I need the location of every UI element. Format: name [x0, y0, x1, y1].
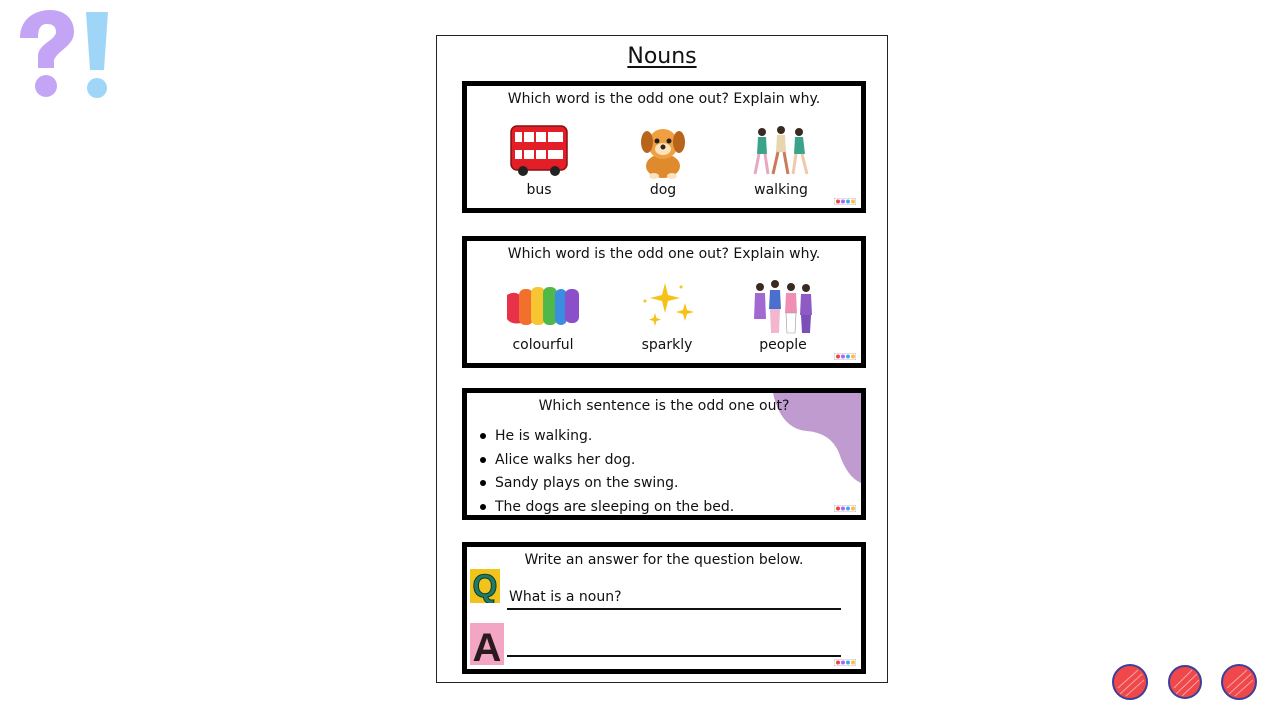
sentence-item: He is walking. [477, 426, 734, 450]
dog-icon [636, 124, 690, 180]
card-2-question: Which word is the odd one out? Explain why. [507, 246, 821, 262]
worksheet-page [436, 35, 888, 683]
label-walking: walking [754, 182, 808, 198]
label-bus: bus [526, 182, 552, 198]
question-exclamation-logo-icon [14, 8, 114, 104]
decorative-dots [1112, 662, 1262, 702]
odd-one-out-card-2 [462, 236, 866, 368]
write-answer-card [462, 542, 866, 674]
label-people: people [759, 337, 807, 353]
sentence-item: Alice walks her dog. [477, 450, 734, 474]
picture-item-sparkly [617, 273, 717, 353]
people-group-icon [751, 279, 815, 337]
picture-item-walking [731, 118, 831, 198]
label-colourful: colourful [512, 337, 574, 353]
odd-one-out-card-1 [462, 81, 866, 213]
rainbow-paint-icon [503, 279, 583, 333]
sentence-list [477, 426, 734, 520]
badge-logo-icon [834, 353, 856, 360]
badge-logo-icon [834, 198, 856, 205]
scribble-dot-icon [1222, 665, 1256, 699]
picture-item-dog [613, 118, 713, 198]
svg-text:A: A [472, 626, 502, 665]
card-3-question: Which sentence is the odd one out? [538, 398, 790, 414]
question-prompt: What is a noun? [509, 589, 622, 605]
picture-item-bus [489, 118, 589, 198]
question-line [507, 608, 841, 610]
worksheet-title: Nouns [627, 44, 697, 69]
scribble-dot-icon [1113, 665, 1147, 699]
walking-people-icon [750, 124, 812, 180]
answer-line[interactable] [507, 655, 841, 657]
sentence-item: Sandy plays on the swing. [477, 473, 734, 497]
sentence-item: The dogs are sleeping on the bed. [477, 497, 734, 521]
card-4-question: Write an answer for the question below. [524, 552, 804, 568]
svg-text:Q: Q [472, 569, 498, 603]
scribble-dot-icon [1169, 666, 1201, 698]
bus-icon [509, 124, 569, 178]
badge-logo-icon [834, 659, 856, 666]
a-letter-stamp [470, 623, 504, 665]
q-letter-stamp [470, 569, 500, 603]
card-1-question: Which word is the odd one out? Explain why. [507, 91, 821, 107]
label-sparkly: sparkly [641, 337, 693, 353]
odd-sentence-card [462, 388, 866, 520]
badge-logo-icon [834, 505, 856, 512]
picture-item-colourful [493, 273, 593, 353]
label-dog: dog [649, 182, 677, 198]
picture-item-people [733, 273, 833, 353]
sparkles-icon [637, 279, 697, 335]
